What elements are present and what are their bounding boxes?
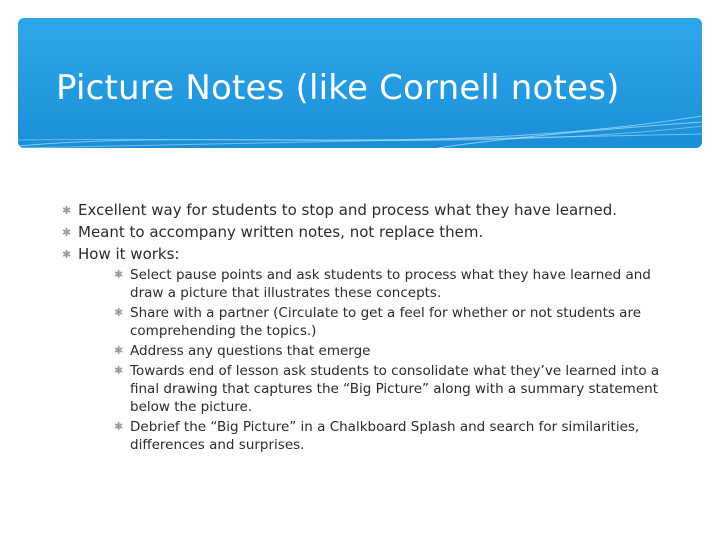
sub-bullet-item [114, 362, 662, 416]
bullet-list [62, 200, 662, 456]
sub-bullet-text: Address any questions that emerge [130, 343, 371, 359]
sub-bullet-item [114, 342, 662, 360]
sub-bullet-item [114, 304, 662, 340]
bullet-text: Meant to accompany written notes, not replace them. [78, 223, 484, 241]
sub-bullet-item [114, 418, 662, 454]
sub-bullet-text: Select pause points and ask students to process what they have learned and draw a picture that illustrates these concepts. [130, 267, 651, 301]
bullet-text: Excellent way for students to stop and process what they have learned. [78, 201, 618, 219]
asterisk-icon: ✱ [62, 204, 72, 217]
asterisk-icon: ✱ [114, 306, 124, 319]
bullet-item [62, 244, 662, 264]
asterisk-icon: ✱ [114, 420, 124, 433]
sub-bullet-text: Towards end of lesson ask students to consolidate what they’ve learned into a final drawing that captures the “Big Picture” along with a summary statement below the picture. [130, 363, 660, 415]
sub-bullet-text: Debrief the “Big Picture” in a Chalkboard Splash and search for similarities, differences and surprises. [130, 419, 640, 453]
title-banner [18, 18, 702, 148]
asterisk-icon: ✱ [114, 268, 124, 281]
sub-bullet-item [114, 266, 662, 302]
sub-bullet-text: Share with a partner (Circulate to get a feel for whether or not students are comprehending the topics.) [130, 305, 642, 339]
bullet-text: How it works: [78, 245, 180, 263]
asterisk-icon: ✱ [62, 226, 72, 239]
asterisk-icon: ✱ [114, 364, 124, 377]
slide-title: Picture Notes (like Cornell notes) [56, 68, 620, 108]
asterisk-icon: ✱ [114, 344, 124, 357]
bullet-item [62, 222, 662, 242]
sub-bullet-list [62, 266, 662, 454]
asterisk-icon: ✱ [62, 248, 72, 261]
bullet-item [62, 200, 662, 220]
